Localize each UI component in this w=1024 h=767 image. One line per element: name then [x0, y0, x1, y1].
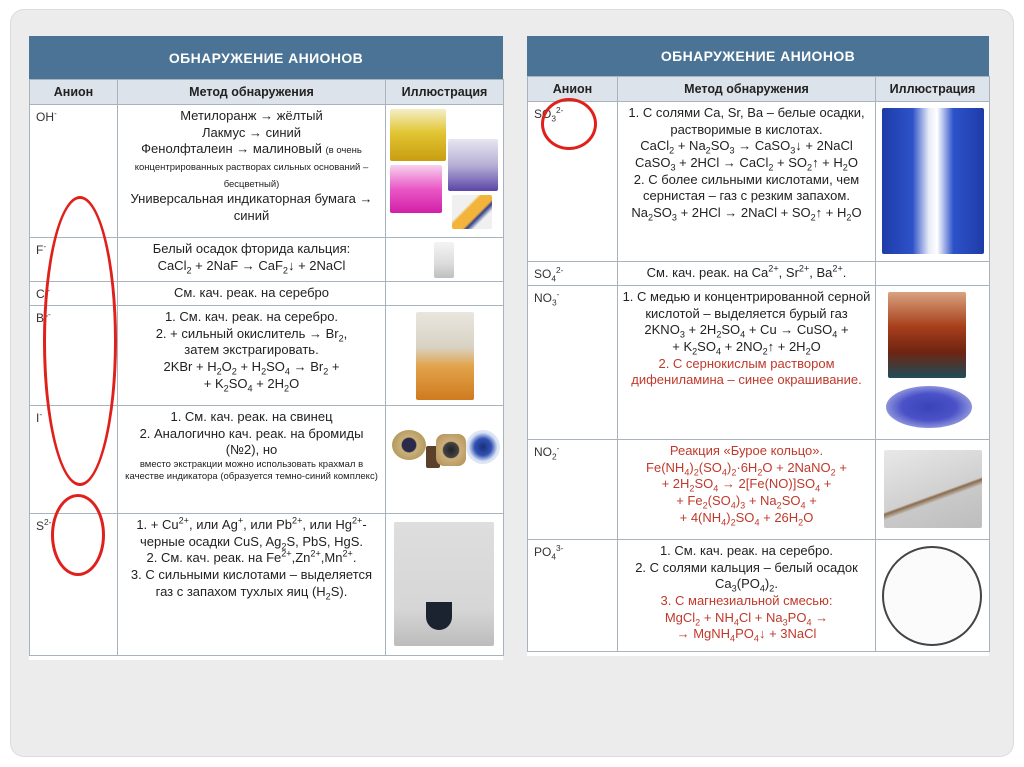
illustration-cell — [386, 238, 504, 282]
method-line: 2. С солями кальция – белый осадок $Ca_3(PO_4)_2$. — [635, 559, 858, 594]
anion-cell: I- — [30, 406, 118, 514]
anion-cell: $PO_4^{3-}$ — [528, 540, 618, 652]
method-line: Реакция «Бурое кольцо». — [669, 443, 824, 458]
col-header-illustration: Иллюстрация — [876, 77, 990, 102]
table-row — [528, 262, 990, 286]
left-title: ОБНАРУЖЕНИЕ АНИОНОВ — [29, 36, 503, 79]
illustration-cell — [386, 105, 504, 238]
method-line: 1. См. кач. реак. на серебро. — [659, 543, 834, 558]
col-header-method: Метод обнаружения — [118, 80, 386, 105]
illustration-cell — [876, 540, 990, 652]
anion-cell: $SO_3^{2-}$ — [528, 102, 618, 262]
method-line: 1. См. кач. реак. на свинец — [170, 409, 333, 424]
method-cell — [118, 514, 386, 656]
anion-cell: Br- — [30, 306, 118, 406]
method-line: CaSO$_3$ + 2HCl → CaCl$_2$ + $SO_2↑ + H_2O$ — [635, 154, 858, 173]
starch-potato-image — [392, 430, 426, 460]
crystal-microscope-image — [882, 546, 982, 646]
anion-cell: $SO_4^{2-}$ — [528, 262, 618, 286]
illustration-cell — [386, 406, 504, 514]
col-header-anion: Анион — [528, 77, 618, 102]
col-header-method: Метод обнаружения — [618, 77, 876, 102]
left-header-row — [30, 80, 504, 105]
anion-cell: Cl- — [30, 282, 118, 306]
method-line: вместо экстракции можно использовать крахмал в качестве индикатора (образуется темно-синий комплекс) — [125, 458, 378, 483]
method-line: 3. С магнезиальной смесью: — [660, 592, 833, 608]
starch-bread-image — [436, 434, 466, 466]
method-cell — [118, 238, 386, 282]
sulfite-tube-image — [882, 108, 984, 254]
method-line: $Na_2SO_3 + 2HCl$ → 2NaCl + $SO_2↑ + H_2O$ — [631, 204, 862, 223]
table-row — [30, 306, 504, 406]
method-line: $2KBr + H_2O_2 + H_2SO_4 \to Br_2$ + + $K_2SO_4 + 2H_2O$ — [163, 358, 340, 394]
anion-cell: F- — [30, 238, 118, 282]
table-row — [30, 105, 504, 238]
method-line: 2. С сернокислым раствором дифениламина – синее окрашивание. — [631, 355, 862, 388]
petri-dish-image — [466, 430, 500, 464]
method-cell — [618, 102, 876, 262]
illustration-cell — [876, 102, 990, 262]
violet-flask-image — [448, 139, 498, 191]
method-cell — [118, 406, 386, 514]
method-cell — [118, 282, 386, 306]
pink-beaker-image — [390, 165, 442, 213]
col-header-illustration: Иллюстрация — [386, 80, 504, 105]
method-cell — [618, 286, 876, 440]
method-line: CaCl$_2$ + 2NaF → CaF$_2$↓ + 2NaCl — [157, 257, 346, 276]
method-cell — [618, 540, 876, 652]
right-table — [527, 76, 990, 652]
right-header-row — [528, 77, 990, 102]
table-row — [528, 440, 990, 540]
anion-cell: $NO_3^-$ — [528, 286, 618, 440]
method-cell — [618, 262, 876, 286]
black-precipitate-image — [426, 602, 452, 630]
method-line: $2KNO_3 + 2H_2SO_4 + Cu$ → CuSO$_4$ + + $K_2SO_4$ + $2NO_2↑ + 2H_2O$ — [644, 322, 849, 357]
table-row — [30, 406, 504, 514]
anion-cell: $NO_2^-$ — [528, 440, 618, 540]
method-cell — [118, 105, 386, 238]
method-line: 1. + $Cu^{2+}$, или Ag+, или $Pb^{2+}$, или $Hg^{2+}-$ черные осадки CuS, $Ag_2S$, PbS, HgS. — [136, 515, 367, 552]
method-line: 2. С более сильными кислотами, чем сернистая – газ с резким запахом. — [633, 171, 860, 204]
right-panel — [527, 36, 989, 656]
white-precipitate-image — [434, 242, 454, 278]
illustration-cell — [876, 262, 990, 286]
col-header-anion: Анион — [30, 80, 118, 105]
method-line: MgCl$_2$ + $NH_4Cl + Na_3PO_4$ → → $MgNH_4PO_4↓$ + 3NaCl — [664, 609, 829, 644]
left-table — [29, 79, 504, 656]
table-row — [30, 514, 504, 656]
method-line: 2. Аналогично кач. реак. на бромиды (№2), но — [139, 425, 364, 458]
illustration-cell — [386, 282, 504, 306]
method-cell — [618, 440, 876, 540]
table-row — [528, 540, 990, 652]
table-row — [528, 286, 990, 440]
table-row — [30, 238, 504, 282]
illustration-cell — [386, 306, 504, 406]
method-line: $Fe(NH_4)_2(SO_4)_2\cdot 6H_2O$ + 2NaNO$_2$ + + $2H_2SO_4 \to 2[Fe(NO)]SO_4$ + + $Fe_2(SO_4)_3 + Na_2SO_4$ + + $4(NH_4)_2SO_4 + 26H_2O$ — [646, 459, 847, 528]
method-line: CaCl$_2$ + $Na_2SO_3$ → CaSO$_3$↓ + 2NaCl — [640, 138, 853, 156]
left-panel — [29, 36, 503, 660]
indicator-paper-image — [452, 195, 492, 229]
method-line: 2. + сильный окислитель → $Br_2$, затем экстрагировать. — [155, 325, 348, 358]
method-line: Универсальная индикаторная бумага → синий — [130, 191, 373, 223]
illustration-cell — [876, 440, 990, 540]
method-line: 2. См. кач. реак. на $Fe^{2+},Zn^{2+},Mn^{2+}$. — [146, 548, 357, 566]
bromine-tube-image — [416, 312, 474, 400]
method-line: См. кач. реак. на $Ca^{2+}$, $Sr^{2+}$, $Ba^{2+}$. — [646, 263, 847, 280]
method-line: 3. С сильными кислотами – выделяется газ с запахом тухлых яиц $(H_2S)$. — [130, 566, 373, 602]
table-row — [30, 282, 504, 306]
method-line: 1. См. кач. реак. на серебро. — [164, 309, 339, 324]
illustration-cell — [876, 286, 990, 440]
anion-cell: $S^{2-}$ — [30, 514, 118, 656]
anion-cell: OH- — [30, 105, 118, 238]
brown-ring-tube-image — [884, 450, 982, 528]
brown-gas-beaker-image — [888, 292, 966, 378]
method-line: 1. С медью и концентрированной серной кислотой – выделяется бурый газ — [622, 289, 871, 321]
method-line: См. кач. реак. на серебро — [173, 285, 330, 300]
method-line: Фенолфталеин → малиновый (в очень концентрированных растворах сильных оснований – бесцветный) — [134, 141, 369, 190]
yellow-beaker-image — [390, 109, 446, 161]
method-line: Метилоранж → жёлтый — [180, 108, 323, 123]
method-cell — [118, 306, 386, 406]
blue-dish-image — [886, 386, 972, 428]
method-line: 1. С солями Ca, Sr, Ba – белые осадки, растворимые в кислотах. — [628, 105, 865, 137]
right-title: ОБНАРУЖЕНИЕ АНИОНОВ — [527, 36, 989, 76]
illustration-cell — [386, 514, 504, 656]
method-line: Лакмус → синий — [201, 124, 302, 140]
table-row — [528, 102, 990, 262]
method-line: Белый осадок фторида кальция: — [152, 241, 351, 256]
